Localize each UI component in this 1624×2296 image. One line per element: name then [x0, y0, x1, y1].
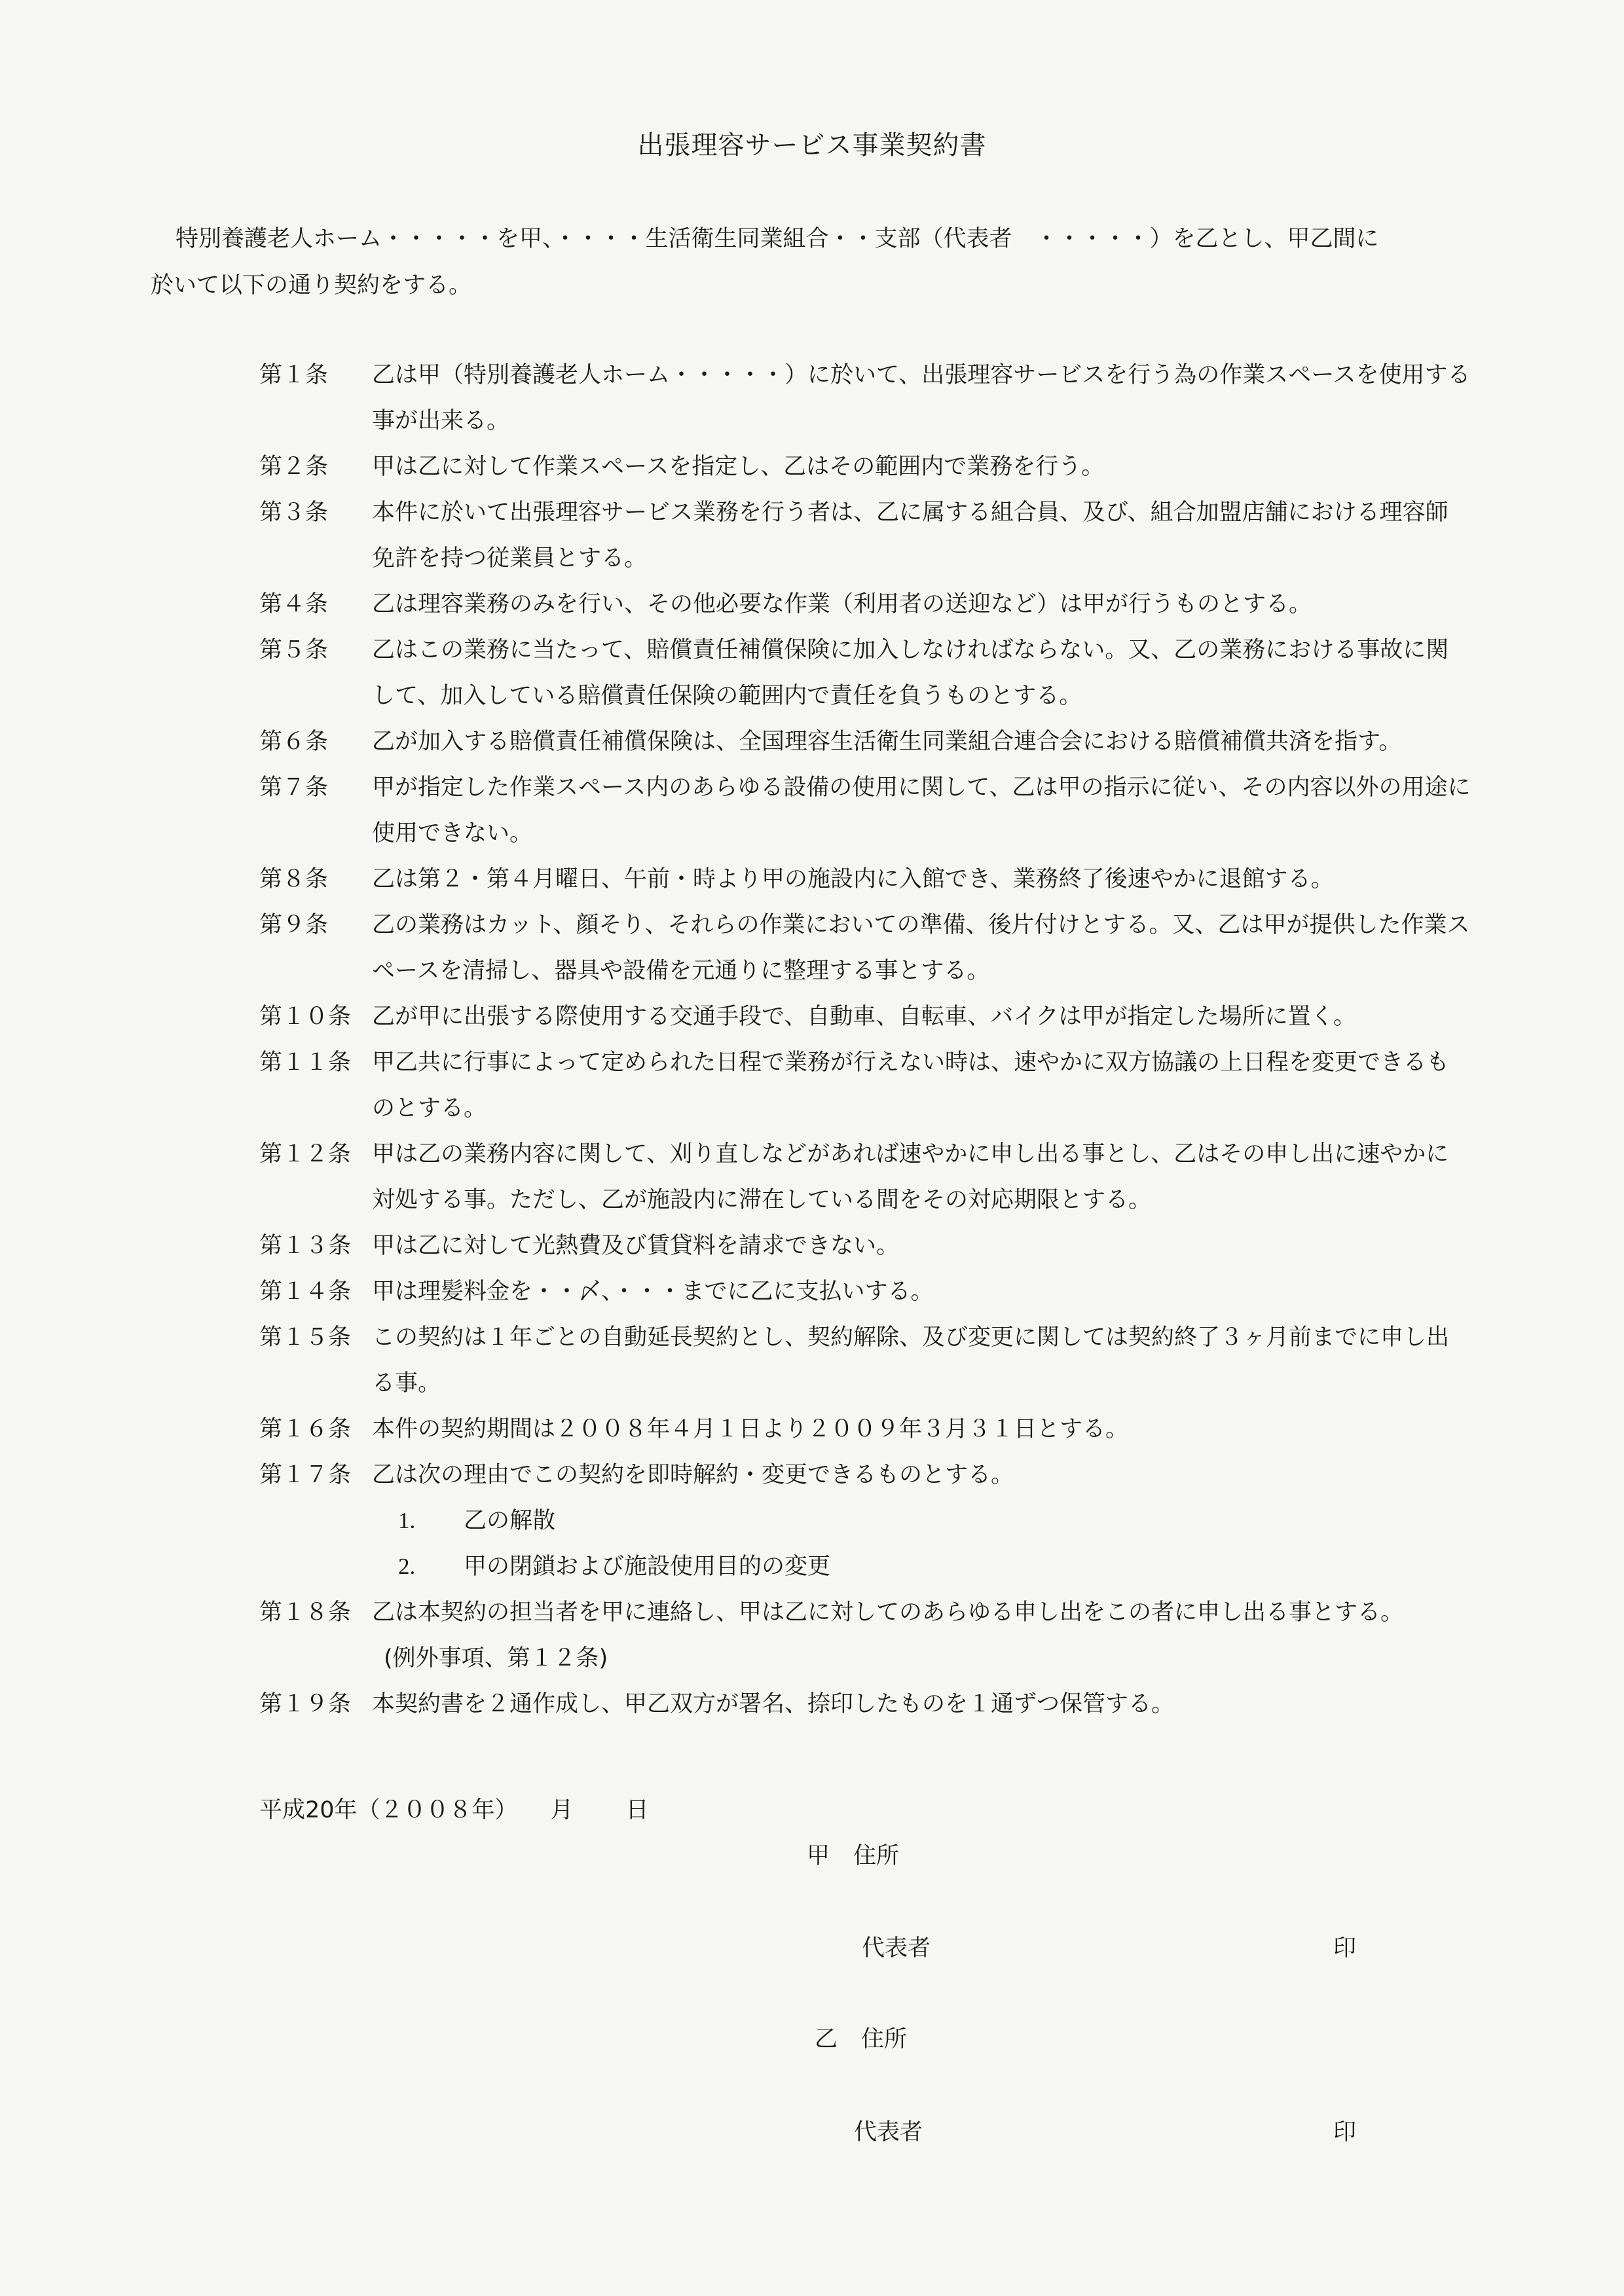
party-a-representative-label: 代表者 [862, 1935, 931, 1961]
article-text: 乙が甲に出張する際使用する交通手段で、自動車、自転車、バイクは甲が指定した場所に置く。 [372, 1004, 1356, 1030]
article-13 [259, 1223, 1471, 1269]
article-text: 乙は次の理由でこの契約を即時解約・変更できるものとする。 [372, 1462, 1014, 1488]
article-number: 第２条 [259, 454, 329, 480]
article-18-note: (例外事項、第１２条) [384, 1645, 608, 1671]
article-number: 第４条 [259, 591, 329, 617]
article-15 [259, 1315, 1471, 1406]
party-a-address-label: 住所 [853, 1843, 900, 1869]
article-text: 乙は本契約の担当者を甲に連絡し、甲は乙に対してのあらゆる申し出をこの者に申し出る事とする。 [372, 1599, 1404, 1626]
article-number: 第１１条 [259, 1049, 352, 1076]
article-text: 乙が加入する賠償責任補償保険は、全国理容生活衛生同業組合連合会における賠償補償共済を指す。 [372, 729, 1402, 755]
article-10 [259, 994, 1471, 1040]
date-day: 日 [625, 1797, 649, 1823]
party-a-seal-mark: 印 [1333, 1935, 1357, 1961]
party-b-seal-mark: 印 [1333, 2119, 1357, 2145]
list-item-number: 2. [398, 1554, 416, 1579]
article-number: 第１８条 [259, 1599, 352, 1626]
article-text: 乙の業務はカット、顔そり、それらの作業においての準備、後片付けとする。又、乙は甲が提供した作業スペースを清掃し、器具や設備を元通りに整理する事とする。 [372, 912, 1470, 984]
article-4 [259, 581, 1471, 627]
intro-line-2: 於いて以下の通り契約をする。 [151, 272, 472, 299]
article-number: 第１０条 [259, 1004, 352, 1030]
article-14 [259, 1269, 1471, 1315]
article-2 [259, 444, 1471, 490]
date-month: 月 [550, 1797, 574, 1823]
article-5 [259, 627, 1471, 719]
article-9 [259, 902, 1471, 994]
date-era: 平成20年（２００８年） [259, 1797, 518, 1823]
article-number: 第１５条 [259, 1324, 352, 1351]
article-3 [259, 490, 1471, 581]
article-number: 第８条 [259, 866, 329, 892]
article-17-item-2 [259, 1544, 1471, 1590]
article-number: 第１４条 [259, 1279, 352, 1305]
document-title: 出張理容サービス事業契約書 [637, 130, 987, 160]
article-number: 第１７条 [259, 1462, 352, 1488]
article-number: 第５条 [259, 637, 329, 663]
article-1 [259, 352, 1471, 444]
article-text: 乙はこの業務に当たって、賠償責任補償保険に加入しなければならない。又、乙の業務における事故に関して、加入している賠償責任保険の範囲内で責任を負うものとする。 [372, 637, 1449, 709]
party-b-representative-label: 代表者 [854, 2119, 923, 2145]
article-7 [259, 765, 1471, 856]
article-12 [259, 1131, 1471, 1223]
article-text: 乙は甲（特別養護老人ホーム・・・・・）に於いて、出張理容サービスを行う為の作業スペースを使用する事が出来る。 [372, 362, 1471, 434]
article-text: 本件に於いて出張理容サービス業務を行う者は、乙に属する組合員、及び、組合加盟店舗における理容師免許を持つ従業員とする。 [372, 500, 1449, 572]
article-text: 本契約書を２通作成し、甲乙双方が署名、捺印したものを１通ずつ保管する。 [372, 1691, 1175, 1717]
article-number: 第６条 [259, 729, 329, 755]
intro-paragraph [151, 216, 1460, 309]
party-a-address [807, 1833, 899, 1879]
article-6 [259, 719, 1471, 765]
article-17-item-1 [259, 1498, 1471, 1544]
party-b-address-label: 住所 [861, 2026, 908, 2052]
article-text: 甲は乙の業務内容に関して、刈り直しなどがあれば速やかに申し出る事とし、乙はその申し出に速やかに対処する事。ただし、乙が施設内に滞在している間をその対応期限とする。 [372, 1141, 1449, 1213]
article-number: 第１６条 [259, 1416, 352, 1442]
article-number: 第３条 [259, 500, 329, 526]
article-19 [259, 1681, 1471, 1727]
party-b-label: 乙 [815, 2026, 838, 2052]
article-text: 甲は乙に対して光熱費及び賃貸料を請求できない。 [372, 1233, 900, 1259]
article-text: 甲が指定した作業スペース内のあらゆる設備の使用に関して、乙は甲の指示に従い、その内容以外の用途に使用できない。 [372, 774, 1471, 847]
article-text: 甲は理髪料金を・・〆、・・・までに乙に支払いする。 [372, 1279, 934, 1305]
article-text: 乙は理容業務のみを行い、その他必要な作業（利用者の送迎など）は甲が行うものとする。 [372, 591, 1312, 617]
article-18 [259, 1590, 1471, 1635]
article-number: 第１条 [259, 362, 329, 388]
article-number: 第１９条 [259, 1691, 352, 1717]
article-16 [259, 1406, 1471, 1452]
article-text: 甲乙共に行事によって定められた日程で業務が行えない時は、速やかに双方協議の上日程を変更できるものとする。 [372, 1049, 1450, 1121]
party-b-address [815, 2016, 907, 2062]
article-text: この契約は１年ごとの自動延長契約とし、契約解除、及び変更に関しては契約終了３ヶ月前までに申し出る事。 [372, 1324, 1450, 1396]
article-text: 本件の契約期間は２００８年４月１日より２００９年３月３１日とする。 [372, 1416, 1129, 1442]
article-number: 第７条 [259, 774, 329, 801]
article-17 [259, 1452, 1471, 1498]
article-number: 第１３条 [259, 1233, 352, 1259]
article-8 [259, 856, 1471, 902]
party-a-label: 甲 [807, 1843, 830, 1869]
article-number: 第９条 [259, 912, 329, 938]
articles-list [259, 352, 1471, 1727]
contract-date [259, 1787, 649, 1833]
article-text: 甲は乙に対して作業スペースを指定し、乙はその範囲内で業務を行う。 [372, 454, 1105, 480]
list-item-number: 1. [398, 1508, 416, 1533]
article-11 [259, 1040, 1471, 1131]
article-number: 第１２条 [259, 1141, 352, 1167]
list-item-text: 甲の閉鎖および施設使用目的の変更 [464, 1554, 831, 1580]
intro-line-1: 特別養護老人ホーム・・・・・を甲、・・・・生活衛生同業組合・・支部（代表者 ・・・・・）を乙とし、甲乙間に [175, 226, 1379, 252]
list-item-text: 乙の解散 [464, 1508, 556, 1534]
article-text: 乙は第２・第４月曜日、午前・時より甲の施設内に入館でき、業務終了後速やかに退館する。 [372, 866, 1334, 892]
